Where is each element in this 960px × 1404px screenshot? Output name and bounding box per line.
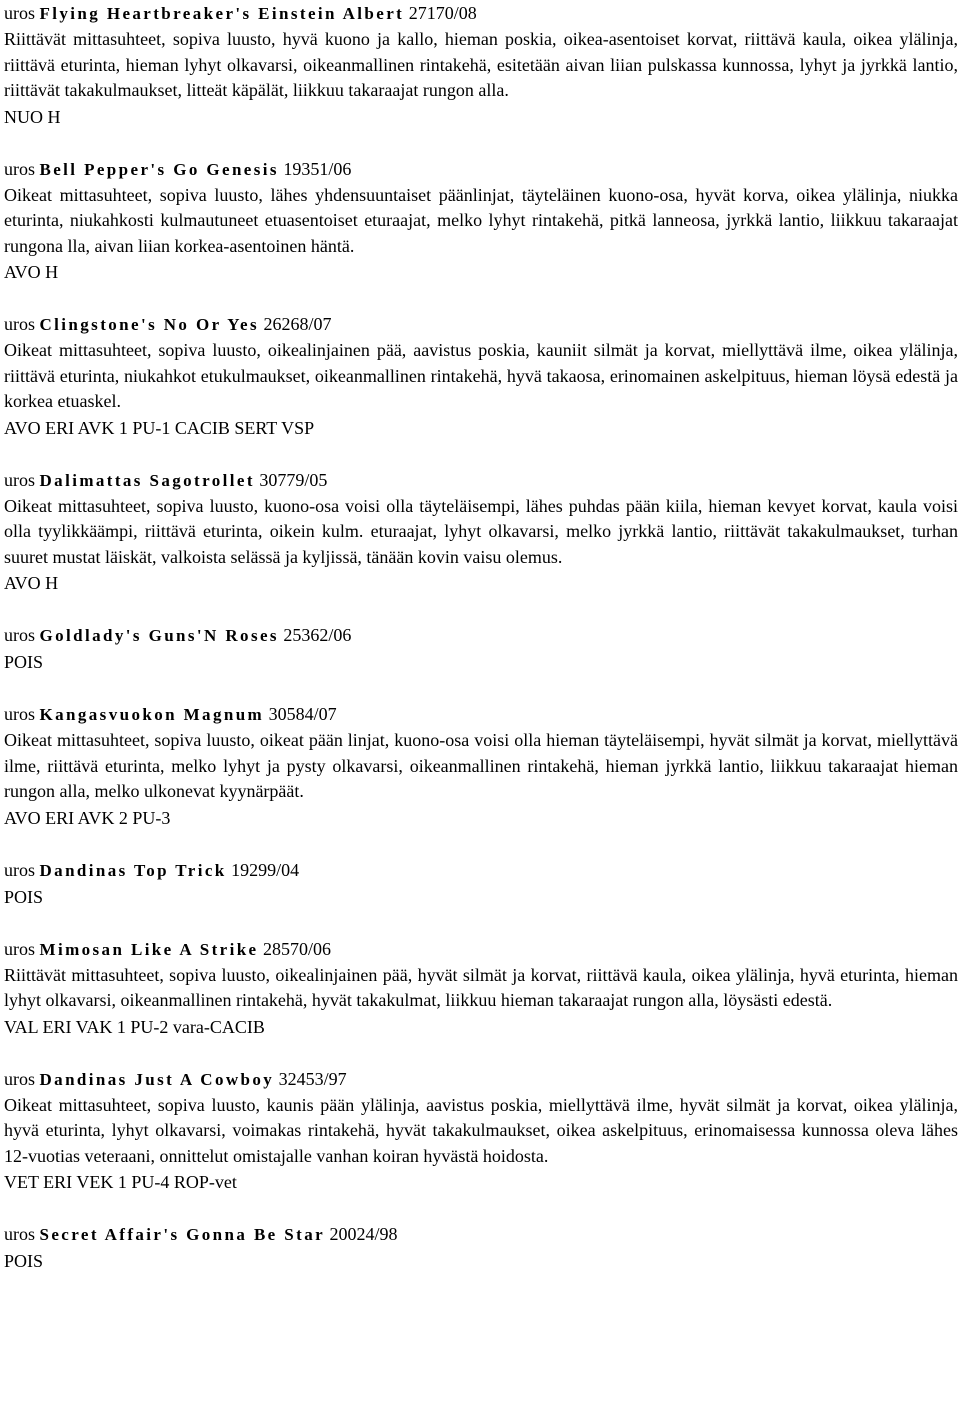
dog-name: Clingstone's No Or Yes xyxy=(39,315,260,334)
sex-label: uros xyxy=(4,1224,35,1244)
registration-number: 19351/06 xyxy=(283,158,352,179)
entry-header xyxy=(4,857,958,884)
sex-label: uros xyxy=(4,625,35,645)
critique-text: Oikeat mittasuhteet, sopiva luusto, kaunis pään ylälinja, aavistus poskia, miellyttävä ilme, hyvät silmät ja korvat, oikea ylälinja, hyvä eturinta, lyhyt olkavarsi, voimakas rintakehä, hyvät takakulmaukset, oikea askelpituus, erinomaisessa kunnossa oleva lähes 12-vuotias veteraani, onnittelut omistajalle vanhan koiran hyvästä hoidosta. xyxy=(4,1094,958,1166)
critique-text: Oikeat mittasuhteet, sopiva luusto, lähes yhdensuuntaiset päänlinjat, täyteläinen kuono-osa, hyvät korva, oikea ylälinja, niukka eturinta, niukahkosti kulmautuneet etuasentoiset eturaajat, melko lyhyt rintakehä, pitkä lanneosa, jyrkkä lantio, liikkuu takaraajat rungona lla, aivan liian korkea-asentoinen häntä. xyxy=(4,184,958,256)
critique-text: Oikeat mittasuhteet, sopiva luusto, oikeat pään linjat, kuono-osa voisi olla hieman täyteläisempi, hyvät silmät ja korvat, miellyttävä ilme, riittävä eturinta, melko lyhyt ja pysty olkavarsi, oikeanmallinen rintakehä, hieman jyrkkä lantio, liikkuu takaraajat hieman rungon alla, melko ulkonevat kyynärpäät. xyxy=(4,730,958,801)
result-text: AVO H xyxy=(4,573,59,593)
dog-name: Goldlady's Guns'N Roses xyxy=(39,626,279,645)
critique-text: Riittävät mittasuhteet, sopiva luusto, oikealinjainen pää, hyvät silmät ja korvat, riittävä kaula, oikea ylälinja, hyvä eturinta, hieman lyhyt olkavarsi, oikeanmallinen rintakehä, hyvät takakulmat, liikkuu hieman takaraajat rungon alla, löysästi edestä. xyxy=(4,964,958,1010)
result-text: NUO H xyxy=(4,106,61,127)
dog-entry xyxy=(4,0,958,130)
result-text: AVO ERI AVK 1 PU-1 CACIB SERT VSP xyxy=(4,417,315,438)
registration-number: 20024/98 xyxy=(329,1224,398,1244)
entry-header xyxy=(4,311,958,338)
dog-entry xyxy=(4,156,958,286)
registration-number: 19299/04 xyxy=(231,859,300,880)
entry-header xyxy=(4,701,958,728)
registration-number: 30584/07 xyxy=(268,704,337,724)
result-text: AVO ERI AVK 2 PU-3 xyxy=(4,807,171,828)
entry-header xyxy=(4,0,958,27)
sex-label: uros xyxy=(4,469,35,490)
registration-number: 26268/07 xyxy=(263,314,332,334)
sex-label: uros xyxy=(4,704,35,724)
dog-name: Flying Heartbreaker's Einstein Albert xyxy=(39,4,405,23)
sex-label: uros xyxy=(4,158,35,179)
registration-number: 25362/06 xyxy=(283,625,352,645)
registration-number: 28570/06 xyxy=(263,938,332,959)
critique-text: Oikeat mittasuhteet, sopiva luusto, oikealinjainen pää, aavistus poskia, kauniit silmät ja korvat, miellyttävä ilme, oikea ylälinja, riittävä eturinta, niukahkot etukulmaukset, oikeanmallinen rintakehä, hyvä takaosa, erinomainen askelpituus, hieman löysä edestä ja korkea etuaskel. xyxy=(4,340,958,411)
result-text: VET ERI VEK 1 PU-4 ROP-vet xyxy=(4,1172,237,1192)
dog-entry xyxy=(4,1221,958,1274)
critique-text: Oikeat mittasuhteet, sopiva luusto, kuono-osa voisi olla täyteläisempi, lähes puhdas pään kiila, hieman kevyet korvat, kaula voisi olla tyylikkäämpi, riittävä eturinta, oikein kulm. eturaajat, lyhyt olkavarsi, melko jyrkkä lantio, riittävät takakulmaukset, turhan suuret mustat läiskät, valkoista selässä ja kyljissä, tänään kovin vaisu olemus. xyxy=(4,495,958,567)
entry-header xyxy=(4,156,958,183)
dog-name: Mimosan Like A Strike xyxy=(39,939,259,959)
dog-name: Secret Affair's Gonna Be Star xyxy=(39,1225,326,1244)
result-text: POIS xyxy=(4,1251,44,1271)
dog-name: Kangasvuokon Magnum xyxy=(39,705,265,724)
entry-header xyxy=(4,1066,958,1093)
sex-label: uros xyxy=(4,1068,35,1089)
sex-label: uros xyxy=(4,314,35,334)
dog-entry xyxy=(4,936,958,1040)
result-text: VAL ERI VAK 1 PU-2 vara-CACIB xyxy=(4,1016,265,1037)
registration-number: 27170/08 xyxy=(408,3,477,23)
dog-entry xyxy=(4,622,958,675)
entry-header xyxy=(4,936,958,963)
sex-label: uros xyxy=(4,938,35,959)
result-text: POIS xyxy=(4,886,44,907)
entry-header xyxy=(4,622,958,649)
result-text: POIS xyxy=(4,652,44,672)
dog-entry xyxy=(4,467,958,597)
entry-header xyxy=(4,467,958,494)
dog-entry xyxy=(4,311,958,441)
critique-text: Riittävät mittasuhteet, sopiva luusto, hyvä kuono ja kallo, hieman poskia, oikea-asentoiset korvat, riittävä kaula, oikea ylälinja, riittävä eturinta, hieman lyhyt olkavarsi, oikeanmallinen rintakehä, esitetään aivan liian pulskassa kunnossa, lyhyt ja jyrkkä lantio, riittävät takakulmaukset, litteät käpälät, liikkuu takaraajat rungon alla. xyxy=(4,29,958,100)
registration-number: 32453/97 xyxy=(278,1068,347,1089)
result-text: AVO H xyxy=(4,262,59,282)
entry-header xyxy=(4,1221,958,1248)
registration-number: 30779/05 xyxy=(259,469,328,490)
dog-name: Dandinas Just A Cowboy xyxy=(39,1069,275,1089)
dog-entry xyxy=(4,857,958,910)
dog-entry xyxy=(4,701,958,831)
document-body xyxy=(4,0,958,1300)
dog-name: Bell Pepper's Go Genesis xyxy=(39,159,279,179)
dog-name: Dandinas Top Trick xyxy=(39,860,227,880)
sex-label: uros xyxy=(4,859,35,880)
dog-name: Dalimattas Sagotrollet xyxy=(39,470,255,490)
sex-label: uros xyxy=(4,3,35,23)
dog-entry xyxy=(4,1066,958,1196)
